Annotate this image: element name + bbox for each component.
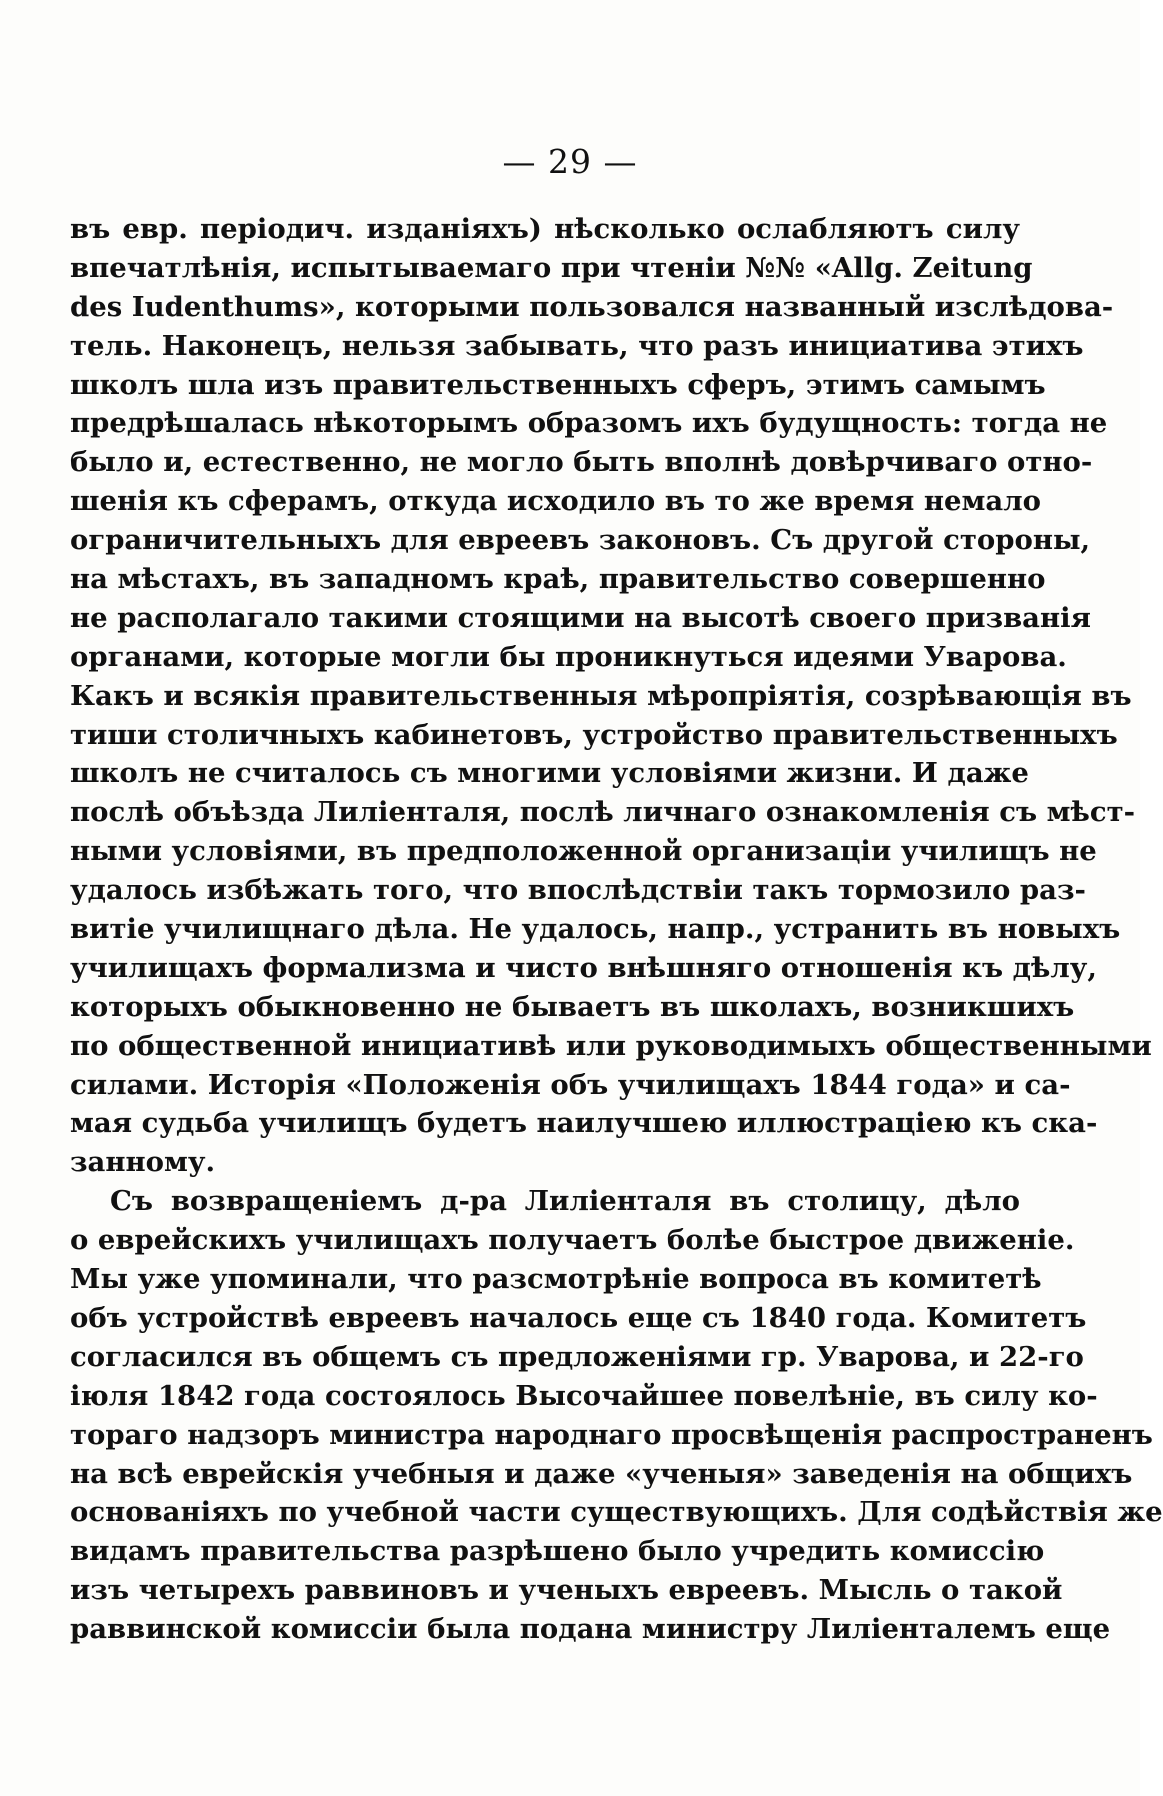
text-line: силами. Исторія «Положенія объ училищахъ 1844 года» и са- [70,1068,1071,1101]
text-line: удалось избѣжать того, что впослѣдствіи такъ тормозило раз- [70,874,1086,907]
text-line: на всѣ еврейскія учебныя и даже «ученыя» заведенія на общихъ [70,1457,1133,1490]
text-line: въ евр. періодич. изданіяхъ) нѣсколько ослабляютъ силу [70,213,1020,245]
text-line: тиши столичныхъ кабинетовъ, устройство правительственныхъ [70,718,1118,751]
text-line: тораго надзоръ министра народнаго просвѣщенія распространенъ [70,1418,1153,1451]
text-line: изъ четырехъ раввиновъ и ученыхъ евреевъ. Мысль о такой [70,1574,1063,1607]
text-line: по общественной инициативѣ или руководимыхъ общественными [70,1029,1152,1062]
text-line: было и, естественно, не могло быть вполнѣ довѣрчиваго отно- [70,446,1093,479]
text-line: предрѣшалась нѣкоторымъ образомъ ихъ будущность: тогда не [70,407,1108,440]
text-line: Съ возвращеніемъ д-ра Лиліенталя въ столицу, дѣло [110,1185,1020,1218]
text-line: училищахъ формализма и чисто внѣшняго отношенія къ дѣлу, [70,951,1097,984]
text-line: о еврейскихъ училищахъ получаетъ болѣе быстрое движеніе. [70,1224,1075,1257]
text-line: тель. Наконецъ, нельзя забывать, что разъ инициатива этихъ [70,329,1084,362]
text-line: Мы уже упоминали, что разсмотрѣніе вопроса въ комитетѣ [70,1263,1042,1296]
text-line: не располагало такими стоящими на высотѣ своего призванія [70,601,1091,634]
text-line: ными условіями, въ предположенной организаціи училищъ не [70,835,1097,868]
text-line: согласился въ общемъ съ предложеніями гр. Уварова, и 22-го [70,1340,1084,1373]
text-line: школъ не считалось съ многими условіями жизни. И даже [70,757,1029,790]
text-line: занному. [70,1146,216,1179]
text-line: впечатлѣнія, испытываемаго при чтеніи №№ «Allg. Zeitung [70,251,1033,284]
text-line: витіе училищнаго дѣла. Не удалось, напр., устранить въ новыхъ [70,913,1121,946]
text-line: шенія къ сферамъ, откуда исходило въ то же время немало [70,485,1041,518]
text-line: которыхъ обыкновенно не бываетъ въ школахъ, возникшихъ [70,990,1075,1023]
text-line: des Iudenthums», которыми пользовался названный изслѣдова- [70,290,1114,323]
page-number: — 29 — [502,142,638,181]
text-line: основаніяхъ по учебной части существующихъ. Для содѣйствія же [70,1496,1163,1529]
text-line: органами, которые могли бы проникнуться идеями Уварова. [70,640,1067,673]
text-line: іюля 1842 года состоялось Высочайшее повелѣніе, въ силу ко- [70,1379,1098,1412]
text-line: послѣ объѣзда Лиліенталя, послѣ личнаго ознакомленія съ мѣст- [70,796,1136,829]
text-line: ограничительныхъ для евреевъ законовъ. Съ другой стороны, [70,524,1091,557]
text-line: мая судьба училищъ будетъ наилучшею иллюстраціею къ ска- [70,1107,1098,1140]
text-line: объ устройствѣ евреевъ началось еще съ 1840 года. Комитетъ [70,1301,1087,1334]
text-line: Какъ и всякія правительственныя мѣропріятія, созрѣвающія въ [70,679,1132,712]
text-line: на мѣстахъ, въ западномъ краѣ, правительство совершенно [70,563,1046,596]
text-line: видамъ правительства разрѣшено было учредить комиссію [70,1535,1045,1568]
body-text [70,210,1163,1649]
text-line: раввинской комиссіи была подана министру Лиліенталемъ еще [70,1613,1111,1646]
text-line: школъ шла изъ правительственныхъ сферъ, этимъ самымъ [70,368,1046,401]
